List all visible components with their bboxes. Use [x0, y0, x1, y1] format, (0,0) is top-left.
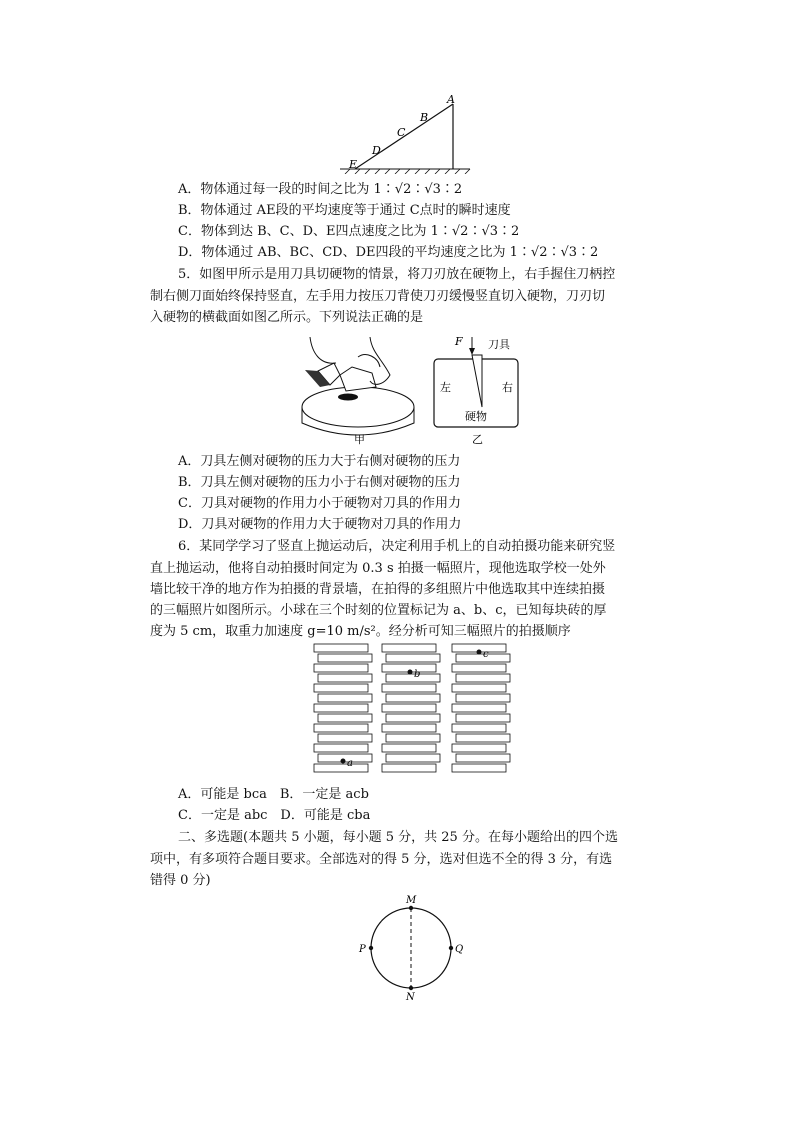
brick [318, 694, 372, 702]
brick [314, 704, 368, 712]
cross-section-figure [430, 335, 520, 445]
brick [314, 664, 368, 672]
brick [314, 724, 368, 732]
label-D: D [372, 144, 381, 157]
q6-stem-4: 的三幅照片如图所示。小球在三个时刻的位置标记为 a、b、c，已知每块砖的厚 [150, 603, 607, 618]
brick [452, 704, 506, 712]
q6-stem-5: 度为 5 cm，取重力加速度 g=10 m/s²。经分析可知三幅照片的拍摄顺序 [150, 624, 571, 639]
tool-label: 刀具 [488, 338, 510, 351]
left-label: 左 [440, 381, 451, 394]
brick [452, 744, 506, 752]
figure-label-yi: 乙 [472, 433, 483, 445]
brick [456, 694, 510, 702]
brick [452, 724, 506, 732]
brick [386, 694, 440, 702]
brick [382, 724, 436, 732]
q6-stem-2: 直上抛运动，他将自动拍摄时间定为 0.3 s 拍摄一幅照片，现他选取学校一处外 [150, 561, 606, 576]
q5-stem-2: 制右侧刀面始终保持竖直，左手用力按压刀背使刀刃缓慢竖直切入硬物，刀刃切 [150, 289, 606, 304]
q5-option-a: A．刀具左侧对硬物的压力大于右侧对硬物的压力 [178, 454, 461, 469]
ball-label-b: b [414, 669, 421, 680]
section2-instruction-2: 项中，有多项符合题目要求。全部选对的得 5 分，选对但选不全的得 3 分，有选 [150, 852, 613, 867]
label-B: B [420, 111, 429, 124]
point-label-Q: Q [455, 944, 464, 955]
cutting-photo-figure [300, 335, 420, 445]
label-E: E [349, 158, 358, 171]
brick [456, 734, 510, 742]
q5-option-c: C．刀具对硬物的作用力小于硬物对刀具的作用力 [178, 496, 461, 511]
ball-label-c: c [483, 649, 489, 660]
section2-instruction-1: 二、多选题(本题共 5 小题，每小题 5 分，共 25 分。在每小题给出的四个选 [178, 830, 618, 845]
brick [386, 734, 440, 742]
circle-figure [355, 892, 467, 1004]
brick [452, 684, 506, 692]
q4-option-c: C．物体到达 B、C、D、E四点速度之比为 1∶√2∶√3∶2 [178, 224, 520, 239]
brick [456, 674, 510, 682]
brick [382, 644, 436, 652]
figure-label-jia: 甲 [354, 433, 365, 445]
brick [314, 684, 368, 692]
point-label-N: N [406, 992, 415, 1003]
point-label-P: P [359, 944, 366, 955]
q4-option-a: A．物体通过每一段的时间之比为 1∶√2∶√3∶2 [178, 182, 463, 197]
brick-wall-figure [312, 642, 512, 778]
brick [452, 664, 506, 672]
brick [318, 734, 372, 742]
object-label: 硬物 [465, 410, 487, 423]
brick [386, 754, 440, 762]
brick [314, 764, 368, 772]
q5-stem-3: 入硬物的横截面如图乙所示。下列说法正确的是 [150, 310, 424, 325]
brick [456, 754, 510, 762]
point-label-M: M [406, 895, 417, 906]
right-label: 右 [502, 381, 513, 394]
brick [456, 714, 510, 722]
q6-stem-3: 墙比较干净的地方作为拍摄的背景墙，在拍得的多组照片中他选取其中连续拍摄 [150, 582, 606, 597]
brick [386, 654, 440, 662]
brick [318, 714, 372, 722]
q5-option-b: B．刀具左侧对硬物的压力小于右侧对硬物的压力 [178, 475, 461, 490]
q6-options-ab: A．可能是 bca B．一定是 acb [178, 787, 369, 802]
label-C: C [397, 126, 406, 139]
brick [382, 764, 436, 772]
brick [386, 674, 440, 682]
q4-option-b: B．物体通过 AE段的平均速度等于通过 C点时的瞬时速度 [178, 203, 511, 218]
force-label-F: F [455, 335, 463, 348]
brick [382, 704, 436, 712]
brick [386, 714, 440, 722]
q5-stem-1: 5．如图甲所示是用刀具切硬物的情景，将刀刃放在硬物上，右手握住刀柄控 [178, 267, 616, 282]
brick [318, 654, 372, 662]
q4-option-d: D．物体通过 AB、BC、CD、DE四段的平均速度之比为 1∶√2∶√3∶2 [178, 245, 599, 260]
brick [314, 644, 368, 652]
q5-option-d: D．刀具对硬物的作用力大于硬物对刀具的作用力 [178, 517, 462, 532]
label-A: A [447, 93, 455, 106]
q6-options-cd: C．一定是 abc D．可能是 cba [178, 808, 371, 823]
incline-figure [335, 92, 475, 174]
brick [382, 684, 436, 692]
brick [318, 674, 372, 682]
brick [314, 744, 368, 752]
brick [382, 744, 436, 752]
brick [452, 764, 506, 772]
ball-label-a: a [347, 758, 353, 769]
section2-instruction-3: 错得 0 分) [150, 873, 211, 888]
q6-stem-1: 6．某同学学习了竖直上抛运动后，决定利用手机上的自动拍摄功能来研究竖 [178, 539, 616, 554]
